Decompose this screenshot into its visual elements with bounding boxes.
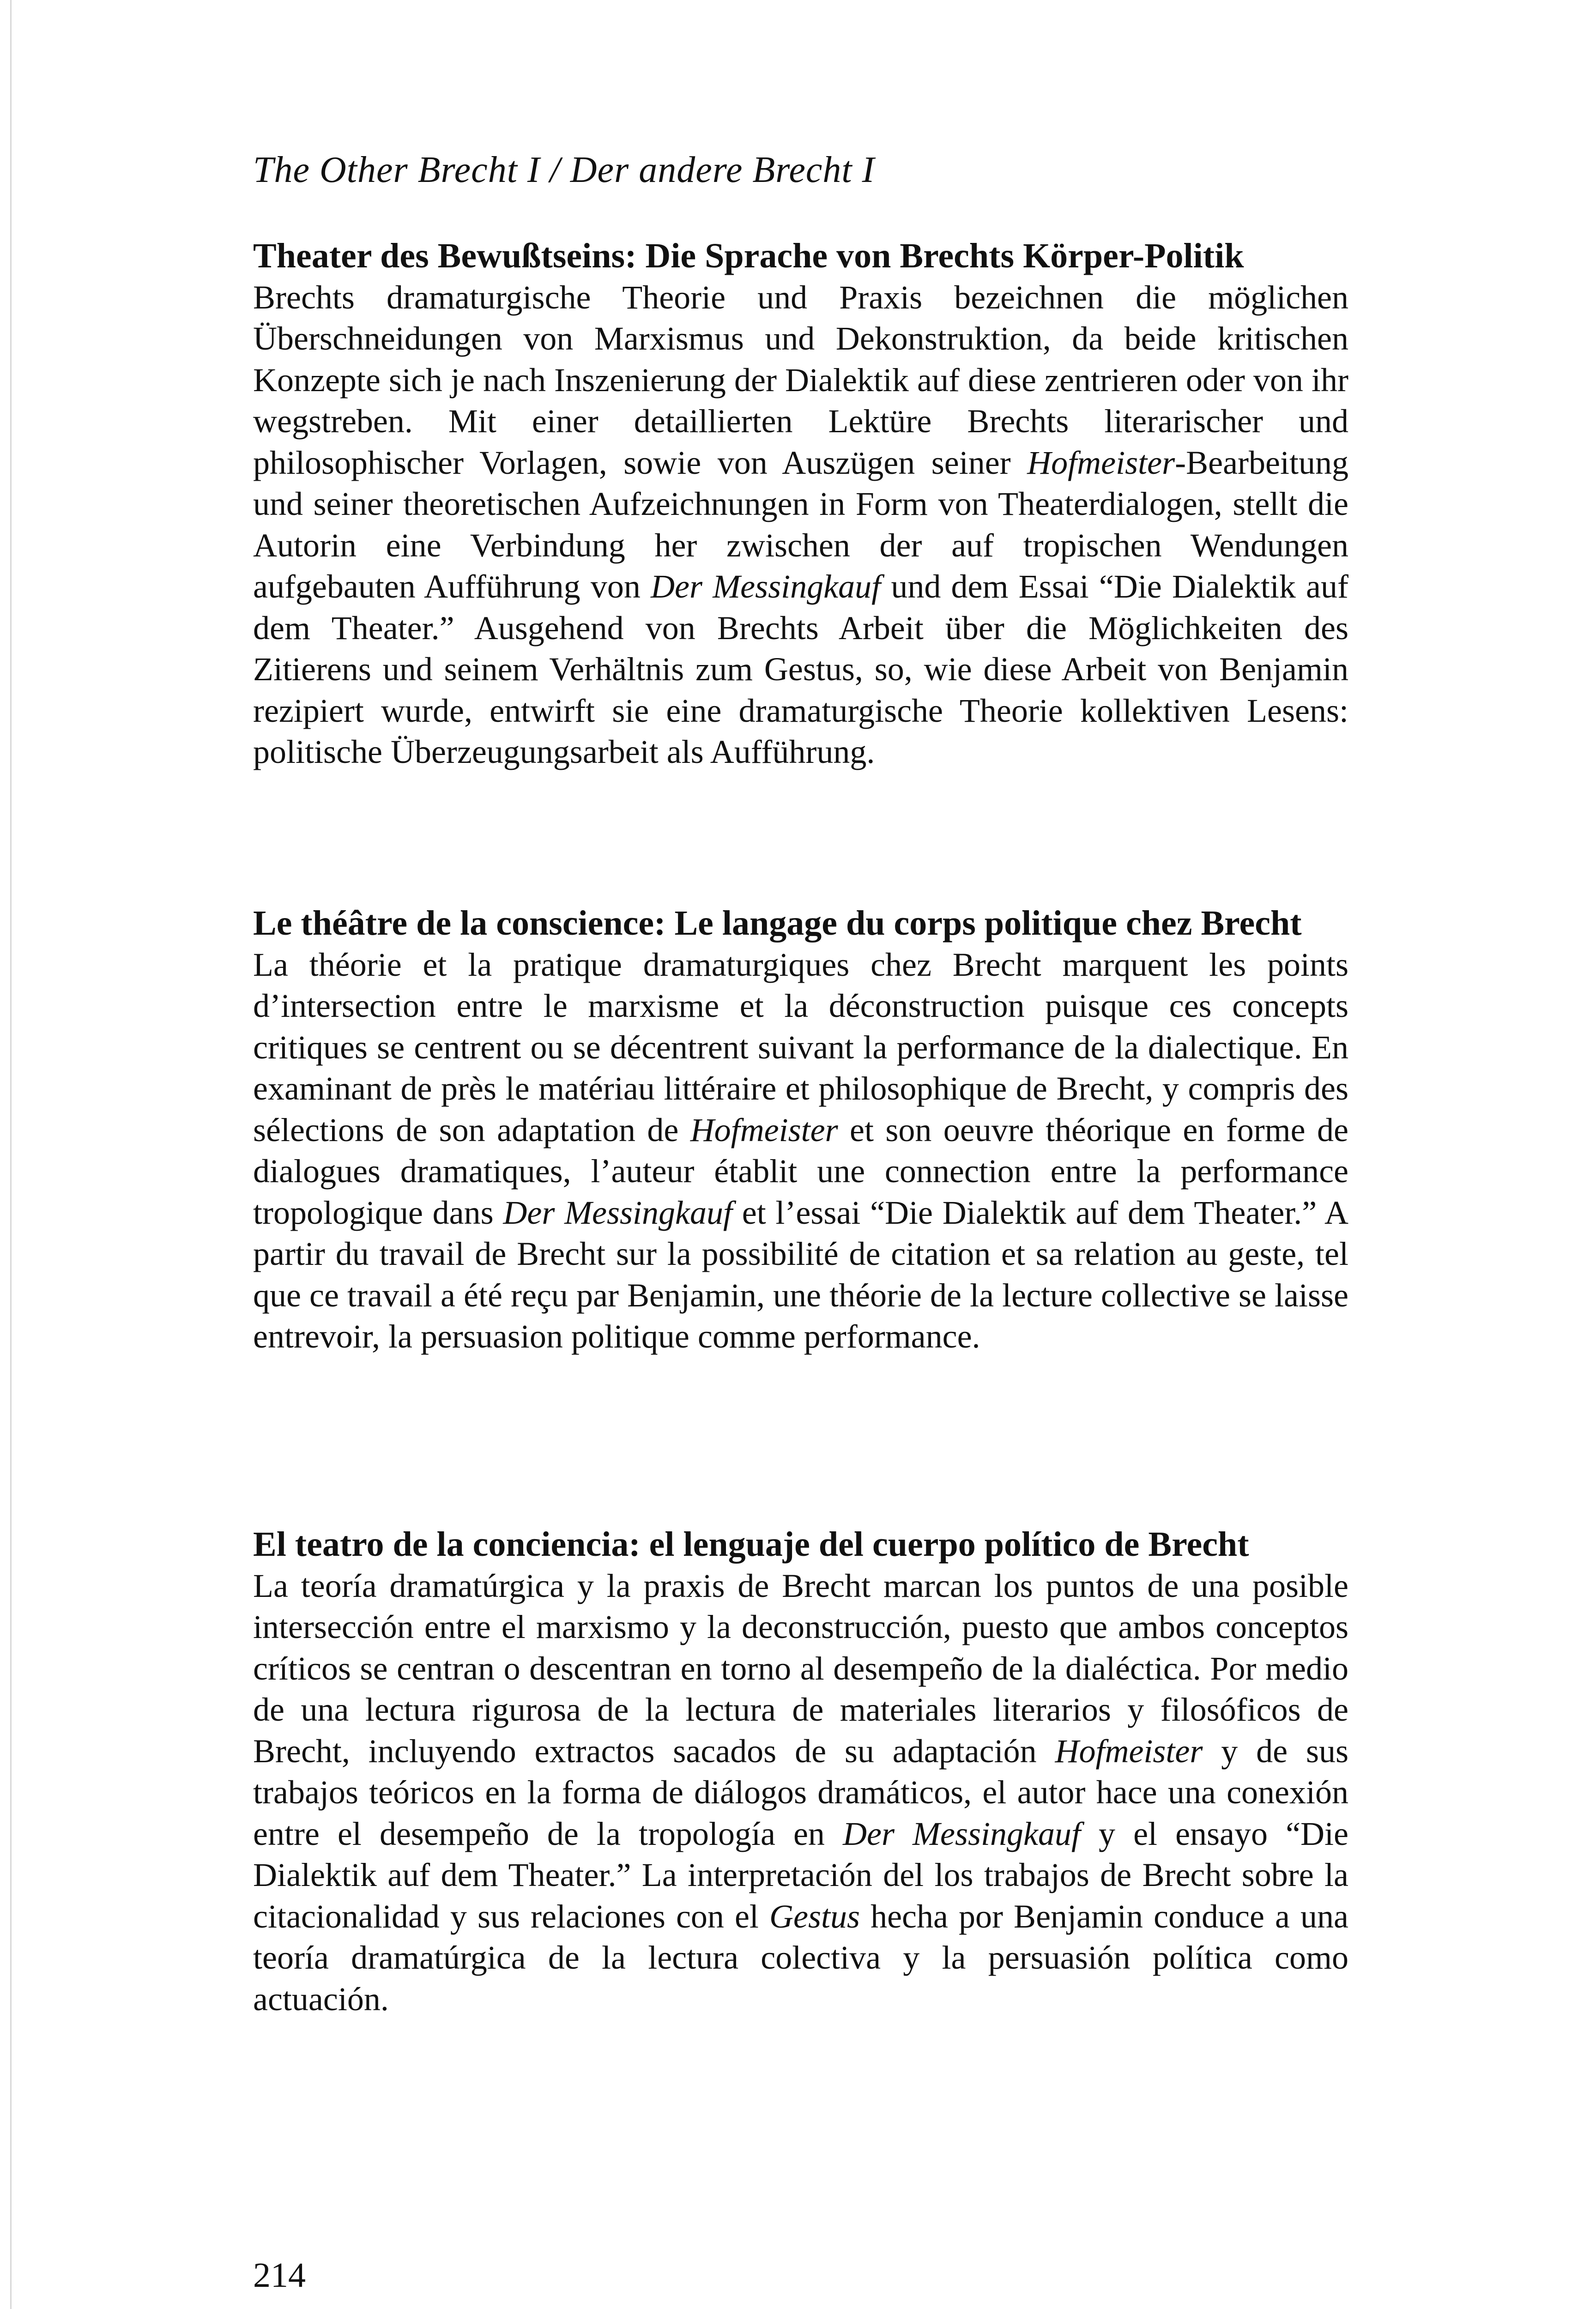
- abstract-german-text-2: -Bearbeitung und seiner theoretischen Aufzeichnungen in Form von Theaterdialogen, stellt die Autorin eine Verbindung her zwischen der auf tropischen Wendungen aufgebauten Aufführung von: [253, 444, 1348, 605]
- abstract-german-text-3: und dem Essai “Die Dialektik auf dem Theater.” Ausgehend von Brechts Arbeit über die Möglichkeiten des Zitierens und seinem Verhältnis zum Gestus, so, wie diese Arbeit von Benjamin rezipiert wurde, entwirft sie eine dramaturgische Theorie kollektiven Lesens: politische Überzeugungsarbeit als Aufführung.: [253, 568, 1348, 770]
- abstract-french-text-2: et son oeuvre théorique en forme de dialogues dramatiques, l’auteur établit une connection entre la performance tropologique dans: [253, 1111, 1348, 1231]
- page-number: 214: [253, 2256, 306, 2295]
- abstract-french: [253, 903, 1348, 1358]
- abstract-spanish-hofmeister: Hofmeister: [1055, 1732, 1203, 1770]
- abstract-french-text-3: et l’essai “Die Dialektik auf dem Theater.” A partir du travail de Brecht sur la possibilité de citation et sa relation au geste, tel que ce travail a été reçu par Benjamin, une théorie de la lecture collective se laisse entrevoir, la persuasion politique comme performance.: [253, 1194, 1348, 1355]
- running-head: The Other Brecht I / Der andere Brecht I: [253, 150, 875, 190]
- abstract-french-messingkauf: Der Messingkauf: [503, 1194, 733, 1231]
- abstract-spanish-messingkauf: Der Messingkauf: [842, 1815, 1081, 1852]
- scan-edge-line: [10, 0, 12, 2309]
- abstract-german: [253, 236, 1348, 773]
- abstract-german-messingkauf: Der Messingkauf: [651, 568, 881, 605]
- abstract-spanish-text-4: hecha por Benjamin conduce a una teoría dramatúrgica de la lectura colectiva y la persuasión política como actuación.: [253, 1898, 1348, 2018]
- abstract-spanish: [253, 1524, 1348, 2020]
- abstract-spanish-text-1: La teoría dramatúrgica y la praxis de Brecht marcan los puntos de una posible intersección entre el marxismo y la deconstrucción, puesto que ambos conceptos críticos se centran o descentran en torno al desempeño de la dialéctica. Por medio de una lectura rigurosa de la lectura de materiales literarios y filosóficos de Brecht, incluyendo extractos sacados de su adaptación: [253, 1567, 1348, 1770]
- abstract-german-text-1: Brechts dramaturgische Theorie und Praxis bezeichnen die möglichen Überschneidungen von Marxismus und Dekonstruktion, da beide kritischen Konzepte sich je nach Inszenierung der Dialektik auf diese zentrieren oder von ihr wegstreben. Mit einer detaillierten Lektüre Brechts literarischer und philosophischer Vorlagen, sowie von Auszügen seiner: [253, 278, 1348, 481]
- abstract-german-body: [253, 277, 1348, 773]
- abstract-spanish-gestus: Gestus: [769, 1898, 860, 1935]
- abstract-german-title: Theater des Bewußtseins: Die Sprache von Brechts Körper-Politik: [253, 236, 1244, 275]
- abstract-spanish-title: El teatro de la conciencia: el lenguaje del cuerpo político de Brecht: [253, 1525, 1249, 1564]
- abstract-french-text-1: La théorie et la pratique dramaturgiques chez Brecht marquent les points d’intersection entre le marxisme et la déconstruction puisque ces concepts critiques se centrent ou se décentrent suivant la performance de la dialectique. En examinant de près le matériau littéraire et philosophique de Brecht, y compris des sélections de son adaptation de: [253, 946, 1348, 1148]
- abstract-spanish-text-3: y el ensayo “Die Dialektik auf dem Theater.” La interpretación del los trabajos de Brecht sobre la citacionalidad y sus relaciones con el: [253, 1815, 1348, 1935]
- abstract-french-hofmeister: Hofmeister: [690, 1111, 838, 1148]
- abstract-french-title: Le théâtre de la conscience: Le langage du corps politique chez Brecht: [253, 904, 1302, 943]
- abstract-spanish-body: [253, 1566, 1348, 2020]
- abstract-spanish-text-2: y de sus trabajos teóricos en la forma de diálogos dramáticos, el autor hace una conexión entre el desempeño de la tropología en: [253, 1732, 1348, 1852]
- abstract-german-hofmeister: Hofmeister: [1027, 444, 1175, 481]
- abstract-french-body: [253, 944, 1348, 1358]
